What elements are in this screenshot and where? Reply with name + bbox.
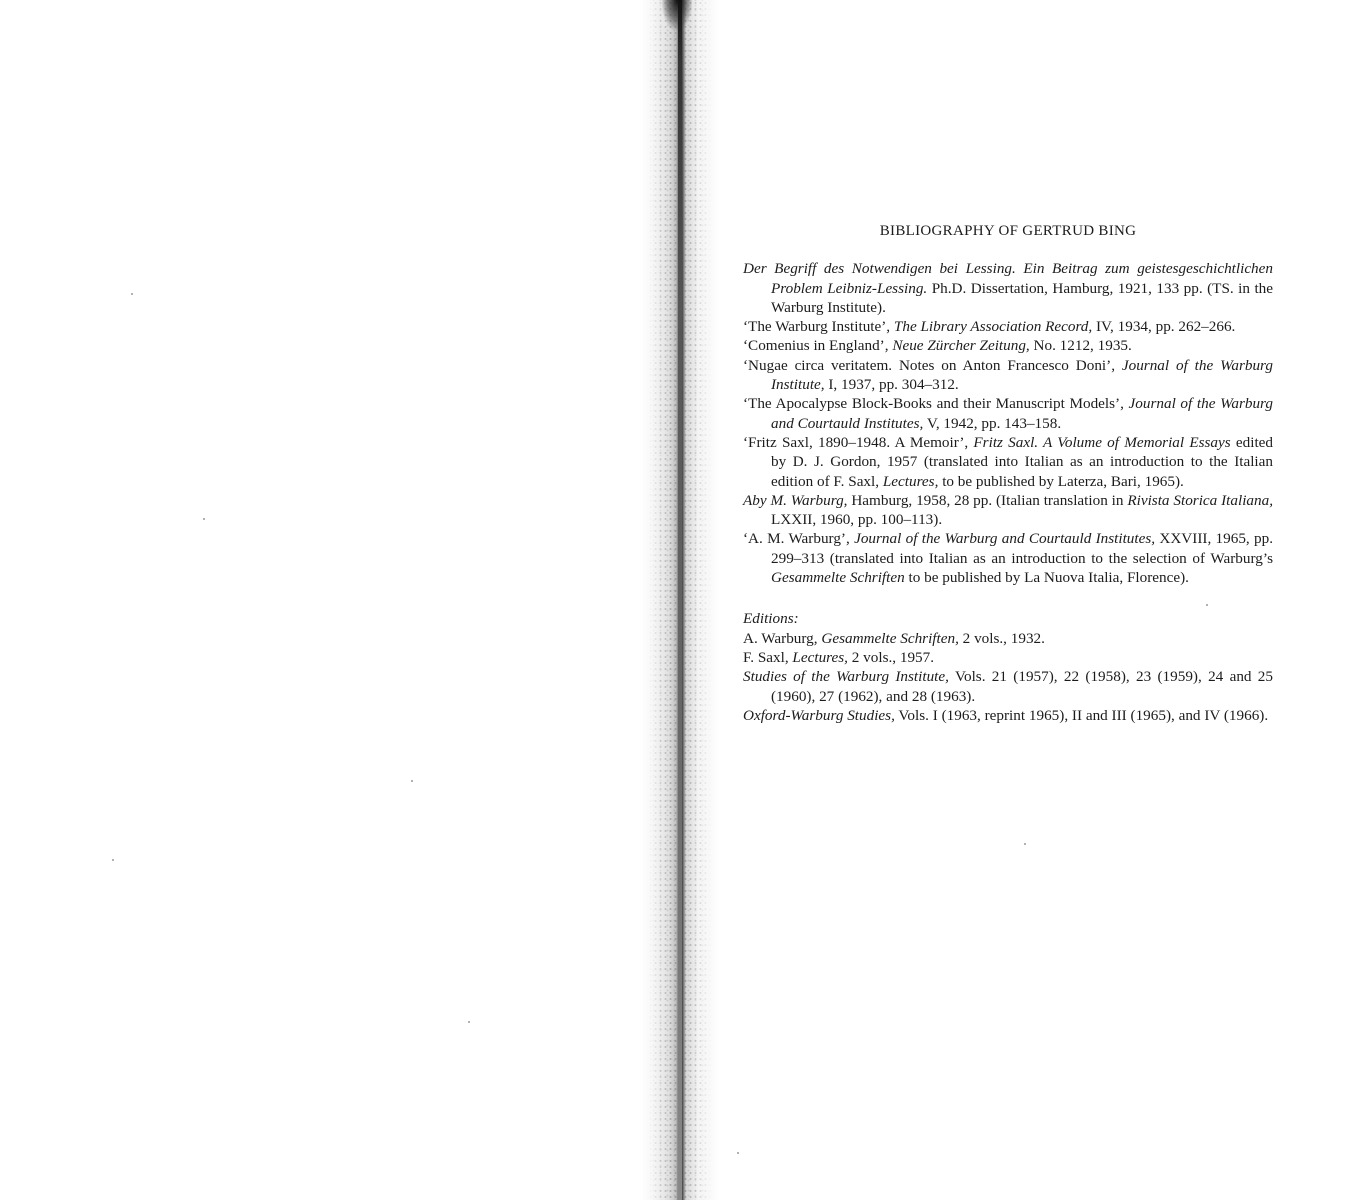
entry-title: Der Begriff des Notwendigen bei Lessing. Ein Beitrag zum geistesgeschichtlichen Problem Leibniz-Lessing.: [743, 260, 1273, 297]
edition-title: Oxford-Warburg Studies,: [743, 706, 895, 724]
bibliography-entry: [743, 356, 1273, 395]
entry-title: ‘Comenius in England’,: [743, 337, 893, 355]
edition-entry: [743, 629, 1273, 648]
entry-details: Hamburg, 1958, 28 pp. (Italian translation in: [847, 491, 1128, 509]
entry-details: edited by D. J. Gordon, 1957 (translated into Italian as an introduction to the Italian edition of F. Saxl,: [771, 433, 1273, 490]
edition-details: Vols. 21 (1957), 22 (1958), 23 (1959), 24 and 25 (1960), 27 (1962), and 28 (1963).: [771, 668, 1273, 705]
entry-title: ‘Fritz Saxl, 1890–1948. A Memoir’,: [743, 433, 974, 451]
edition-author: A. Warburg,: [743, 629, 822, 647]
entry-title: Aby M. Warburg,: [743, 491, 848, 509]
edition-entry: [743, 667, 1273, 706]
bibliography-entry: [743, 317, 1273, 336]
bibliography-entry: [743, 259, 1273, 317]
entry-book: Lectures,: [882, 472, 939, 490]
entry-details: LXXII, 1960, pp. 100–113).: [771, 511, 943, 529]
entry-book: Fritz Saxl. A Volume of Memorial Essays: [973, 433, 1231, 451]
left-page-blank: [0, 0, 662, 1200]
entry-details: XXVIII, 1965, pp. 299–313 (translated into Italian as an introduction to the selection of Warburg’s: [771, 530, 1273, 567]
entry-details: Ph.D. Dissertation, Hamburg, 1921, 133 pp. (TS. in the Warburg Institute).: [771, 279, 1274, 316]
entry-details: to be published by Laterza, Bari, 1965).: [938, 472, 1184, 490]
edition-title: Gesammelte Schriften,: [821, 629, 959, 647]
editions-label: Editions:: [743, 610, 799, 628]
entry-journal: Journal of the Warburg and Courtauld Institutes,: [771, 395, 1273, 432]
entry-details: No. 1212, 1935.: [1029, 337, 1132, 355]
entry-title: ‘Nugae circa veritatem. Notes on Anton Francesco Doni’,: [743, 356, 1122, 374]
entry-details: to be published by La Nuova Italia, Florence).: [904, 569, 1189, 587]
bibliography-entry: [743, 433, 1273, 491]
dust-speck: [1024, 843, 1026, 845]
edition-entry: [743, 648, 1273, 667]
bibliography-entry: [743, 394, 1273, 433]
entry-journal: Journal of the Warburg and Courtauld Institutes,: [854, 530, 1156, 548]
dust-speck: [411, 780, 413, 782]
edition-author: F. Saxl,: [743, 648, 793, 666]
bibliography-entry: [743, 529, 1273, 587]
entry-title: ‘The Apocalypse Block-Books and their Manuscript Models’,: [743, 395, 1129, 413]
book-spine-line: [678, 0, 682, 1200]
edition-details: Vols. I (1963, reprint 1965), II and III (1965), and IV (1966).: [894, 706, 1269, 724]
bibliography-entry: [743, 491, 1273, 530]
dust-speck: [737, 1152, 739, 1154]
entry-title: ‘A. M. Warburg’,: [743, 530, 855, 548]
dust-speck: [131, 293, 133, 295]
dust-speck: [468, 1021, 470, 1023]
spine-top-shadow: [662, 0, 692, 30]
page-title: BIBLIOGRAPHY OF GERTRUD BING: [879, 223, 1137, 239]
dust-speck: [203, 518, 205, 520]
entry-journal: Neue Zürcher Zeitung,: [892, 337, 1030, 355]
edition-title: Lectures,: [792, 648, 848, 666]
entry-journal: The Library Association Record,: [893, 318, 1093, 336]
entry-book: Gesammelte Schriften: [771, 569, 905, 587]
entry-title: ‘The Warburg Institute’,: [743, 318, 894, 336]
edition-title: Studies of the Warburg Institute,: [743, 668, 949, 686]
bibliography-page: [743, 222, 1273, 725]
entry-details: IV, 1934, pp. 262–266.: [1092, 318, 1236, 336]
edition-details: 2 vols., 1957.: [847, 648, 935, 666]
bibliography-entry: [743, 336, 1273, 355]
edition-details: 2 vols., 1932.: [958, 629, 1045, 647]
entry-journal: Journal of the Warburg Institute,: [771, 356, 1273, 394]
entry-journal: Rivista Storica Italiana,: [1127, 491, 1274, 509]
dust-speck: [112, 859, 114, 861]
entry-details: V, 1942, pp. 143–158.: [923, 414, 1062, 432]
entry-details: I, 1937, pp. 304–312.: [824, 376, 959, 394]
edition-entry: [743, 706, 1273, 725]
